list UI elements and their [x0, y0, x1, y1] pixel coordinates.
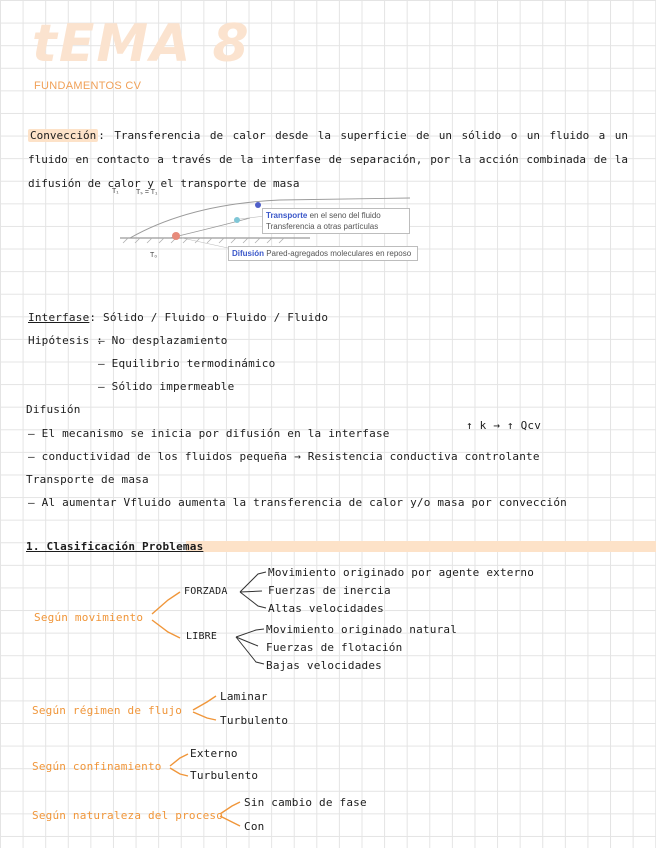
hipotesis-item: — Sólido impermeable	[98, 380, 235, 393]
nat-item: Sin cambio de fase	[244, 796, 367, 809]
label-ts: Tₛ = T₁	[136, 189, 158, 196]
libre-item: Bajas velocidades	[266, 659, 382, 672]
interfase-label: Interfase	[28, 311, 90, 324]
page-subtitle: FUNDAMENTOS CV	[34, 80, 142, 92]
conf-upper-arrow	[170, 754, 188, 766]
forzada-item: Altas velocidades	[268, 602, 384, 615]
label-t1: T₁	[112, 188, 119, 195]
difusion-line1: — El mecanismo se inicia por difusión en la interfase	[28, 427, 390, 440]
label-t0: T₀	[150, 252, 158, 259]
regimen-upper-arrow	[193, 696, 216, 710]
transporte-line: — Al aumentar Vfluido aumenta la transferencia de calor y/o masa por convección	[28, 496, 567, 509]
libre-item: Movimiento originado natural	[266, 623, 458, 636]
forzada-brace-1	[240, 572, 266, 592]
movimiento-lower-arrow	[152, 620, 180, 638]
regimen-label: Según régimen de flujo	[32, 704, 183, 717]
section-heading: 1. Clasificación Problemas	[26, 540, 204, 553]
libre-brace-1	[236, 629, 264, 637]
difusion-line2: — conductividad de los fluidos pequeña → Resistencia conductiva controlante	[28, 450, 540, 463]
libre-item: Fuerzas de flotación	[266, 641, 403, 654]
transport-strong: Transporte	[266, 211, 308, 220]
regimen-item: Laminar	[220, 690, 268, 703]
diffusion-rest: Pared-agregados moleculares en reposo	[264, 249, 412, 258]
forzada-item: Movimiento originado por agente externo	[268, 566, 535, 579]
transport-line2: Transferencia a otras partículas	[266, 222, 379, 231]
forzada-label: FORZADA	[184, 586, 228, 597]
conf-item: Externo	[190, 747, 238, 760]
definition-text: : Transferencia de calor desde la superficie de un sólido o un fluido a un fluido en contacto a través de la interfase de separación, por la acción combinada de la difusión de calor y el transporte de masa	[28, 129, 628, 190]
transport-rest: en el seno del fluido	[307, 211, 381, 220]
confinamiento-label: Según confinamiento	[32, 760, 162, 773]
conf-lower-arrow	[170, 768, 188, 776]
regimen-item: Turbulento	[220, 714, 289, 727]
transporte-label: Transporte de masa	[26, 473, 149, 486]
hipotesis-item: — No desplazamiento	[98, 334, 228, 347]
page-title: tEMA 8	[32, 14, 251, 74]
difusion-formula: ↑ k → ↑ Qcv	[466, 419, 542, 432]
diffusion-strong: Difusión	[232, 249, 264, 258]
hipotesis-label: Hipótesis :	[28, 334, 104, 347]
libre-brace-3	[236, 637, 264, 664]
difusion-label: Difusión	[26, 403, 81, 416]
conf-item: Turbulento	[190, 769, 259, 782]
regimen-lower-arrow	[193, 712, 216, 720]
term-convection: Convección	[30, 129, 97, 142]
forzada-brace-3	[240, 592, 266, 608]
hipotesis-item: — Equilibrio termodinámico	[98, 357, 276, 370]
forzada-brace-2	[240, 591, 262, 592]
movimiento-upper-arrow	[152, 592, 180, 614]
nat-item: Con	[244, 820, 265, 833]
forzada-item: Fuerzas de inercia	[268, 584, 391, 597]
interfase-text: : Sólido / Fluido o Fluido / Fluido	[89, 311, 329, 324]
movimiento-label: Según movimiento	[34, 611, 144, 624]
libre-label: LIBRE	[186, 631, 218, 642]
naturaleza-label: Según naturaleza del proceso	[32, 809, 224, 822]
